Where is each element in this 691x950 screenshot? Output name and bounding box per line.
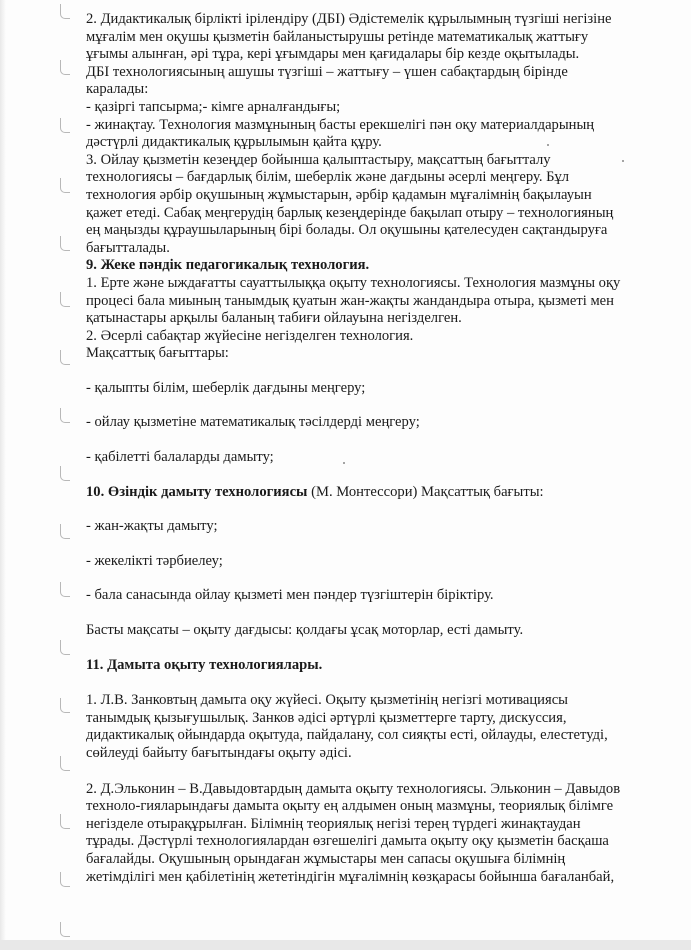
text-line: Мақсаттық бағыттары:	[86, 345, 229, 362]
text-line: негізделе отырақұрылған. Білімнің теориялық негізі терең түрдегі жинақтаудан	[86, 815, 581, 832]
binding-mark	[60, 408, 70, 423]
binding-mark	[60, 60, 70, 75]
binding-mark	[60, 582, 70, 597]
section-heading-10	[86, 484, 676, 502]
section-heading-11: 11. Дамыта оқыту технологиялары.	[86, 656, 323, 673]
text-line: техноло-гияларындағы дамыта оқыту ең алдымен оның мазмұны, теориялық білімге	[86, 798, 614, 815]
text-line: ең маңызды құраушыларының бірі болады. Ол оқушыны қателесуден сақтандыруға	[86, 222, 608, 239]
binding-mark	[60, 872, 70, 887]
text-line: Басты мақсаты – оқыту дағдысы: қолдағы ұсақ моторлар, есті дамыту.	[86, 622, 524, 639]
binding-mark	[60, 236, 70, 251]
text-line: тұрады. Дәстүрлі технологиялардан өзгешелігі дамыта оқыту оқу қызметін басқаша	[86, 833, 609, 850]
text-line: 1. Ерте және ыждағатты сауаттылыққа оқыту технологиясы. Технология мазмұны оқу	[86, 274, 621, 291]
text-line: мұғалім мен оқушы қызметін байланыстырушы ретінде математикалық жаттығу	[86, 28, 589, 45]
list-item: - бала санасында ойлау қызметі мен пәндер түзгіштерін біріктіру.	[86, 587, 494, 604]
text-line: - қазіргі тапсырма;- кімге арналғандығы;	[86, 98, 341, 115]
text-line: жетімділігі мен қабілетінің жететіндігін мұғалімнің көзқарасы бойынша бағаланбай,	[86, 868, 615, 885]
text-line: ДБІ технологиясының ашушы түзгіші – жаттығу – үшен сабақтардың бірінде	[86, 63, 568, 80]
text-line: қатынастары арқылы баланың табиғи ойлауына негізделген.	[86, 310, 462, 327]
binding-mark	[60, 524, 70, 539]
binding-mark	[60, 118, 70, 133]
text-line: процесі бала миының танымдық қуатын жан-жақты жандандыра отыра, қызметі мен	[86, 292, 614, 309]
text-line: 2. Әсерлі сабақтар жүйесіне негізделген технология.	[86, 327, 414, 344]
document-body	[86, 11, 676, 886]
list-item: - жекелікті тәрбиелеу;	[86, 552, 223, 569]
section-heading-9: 9. Жеке пәндік педагогикалық технология.	[86, 257, 370, 274]
binding-mark	[60, 178, 70, 193]
heading-10-bold: 10. Өзіндік дамыту технологиясы	[86, 483, 308, 500]
text-line: танымдық қызығушылық. Занков әдісі әртүрлі қызметтерге тарту, дискуссия,	[86, 709, 567, 726]
binding-mark	[60, 292, 70, 307]
text-line: 2. Д.Эльконин – В.Давыдовтардың дамыта оқыту технологиясы. Эльконин – Давыдов	[86, 780, 621, 797]
binding-mark	[60, 756, 70, 771]
text-line: технологиясы – бағдарлық білім, шеберлік және дағдыны әсерлі меңгеру. Бұл	[86, 169, 570, 186]
scan-bottom-strip	[0, 940, 691, 950]
binding-marks	[60, 0, 74, 940]
text-line: ұғымы алынған, әрі тұра, кері ұғымдары мен қағидалары бір кезде оқытылады.	[86, 46, 580, 63]
binding-mark	[60, 814, 70, 829]
list-item: - жан-жақты дамыту;	[86, 518, 218, 535]
text-line: каралады:	[86, 81, 149, 98]
list-item: - қалыпты білім, шеберлік дағдыны меңгеру;	[86, 379, 366, 396]
binding-mark	[60, 922, 70, 937]
text-line: бағытталады.	[86, 239, 170, 256]
text-line: бағалайды. Оқушының орындаған жұмыстары мен сапасы оқушыға білімнің	[86, 850, 566, 867]
binding-mark	[60, 350, 70, 365]
binding-mark	[60, 640, 70, 655]
text-line: дидактикалық ойындарда оқытуда, пайдалану, сол сияқты есті, ойлауды, елестетуді,	[86, 727, 608, 744]
text-line: - жинақтау. Технология мазмұнының басты ерекшелігі пән оқу материалдарының	[86, 116, 595, 133]
binding-mark	[60, 4, 70, 19]
text-line: сөйлеуді байыту бағытындағы оқыту әдісі.	[86, 745, 352, 761]
text-line: 1. Л.В. Занковтың дамыта оқу жүйесі. Оқыту қызметінің негізгі мотивациясы	[86, 692, 568, 709]
binding-mark	[60, 466, 70, 481]
text-line: 2. Дидактикалық бірлікті ірілендіру (ДБІ) Әдістемелік құрылымның түзгіші негізіне	[86, 11, 612, 27]
text-line: дәстүрлі дидактикалық құрылымын қайта құру.	[86, 134, 382, 151]
text-line: технология әрбір оқушының жұмыстарын, әрбір қадамын мұғалімнің бақылауын	[86, 186, 592, 203]
text-line: 3. Ойлау қызметін кезеңдер бойынша қалыптастыру, мақсаттың бағытталу	[86, 151, 551, 168]
binding-mark	[60, 698, 70, 713]
page-edge-shadow	[0, 0, 6, 950]
heading-10-rest: (М. Монтессори) Мақсаттық бағыты:	[307, 483, 544, 500]
text-line: қажет етеді. Сабақ меңгерудің барлық кезеңдерінде бақылап отыру – технологияның	[86, 204, 614, 221]
list-item: - қабілетті балаларды дамыту;	[86, 449, 274, 466]
list-item: - ойлау қызметіне математикалық тәсілдерді меңгеру;	[86, 414, 420, 431]
